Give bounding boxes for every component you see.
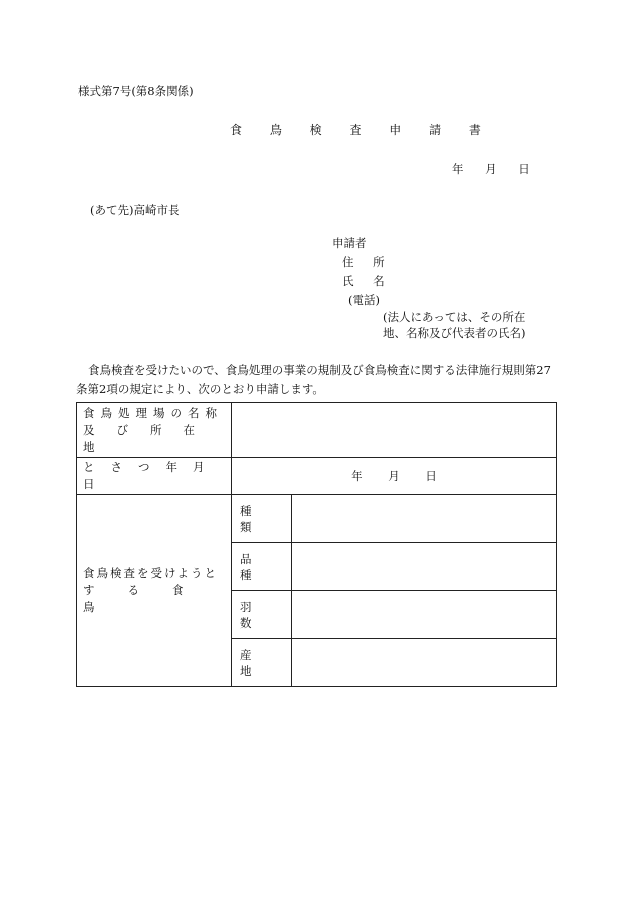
origin-input-cell[interactable] bbox=[292, 639, 557, 687]
sub-label-cell bbox=[232, 591, 292, 639]
sub-label-cell bbox=[232, 543, 292, 591]
address-label: 住 所 bbox=[342, 255, 393, 269]
applicant-label: 申請者 bbox=[332, 236, 367, 250]
slaughter-date-label: とさつ年月日 bbox=[83, 460, 221, 491]
facility-label-cell bbox=[77, 403, 232, 458]
breed-label: 品種 bbox=[240, 551, 270, 582]
phone-label: (電話) bbox=[348, 293, 380, 307]
type-input-cell[interactable] bbox=[292, 495, 557, 543]
bird-label-line-1: 食鳥検査を受けようと bbox=[83, 566, 218, 580]
name-label: 氏 名 bbox=[342, 274, 393, 288]
addressee: (あて先)高崎市長 bbox=[90, 203, 180, 217]
sub-label-cell bbox=[232, 495, 292, 543]
sub-label-cell bbox=[232, 639, 292, 687]
origin-label: 産地 bbox=[240, 647, 270, 678]
table-row bbox=[77, 458, 557, 495]
table-row bbox=[77, 495, 557, 543]
document-title: 食 鳥 検 査 申 請 書 bbox=[230, 123, 493, 137]
type-label: 種類 bbox=[240, 503, 270, 534]
bird-label-cell bbox=[77, 495, 232, 687]
facility-label-line-2: 及び所在地 bbox=[83, 422, 217, 454]
facility-label-line-1: 食鳥処理場の名称 bbox=[83, 405, 223, 420]
breed-input-cell[interactable] bbox=[292, 543, 557, 591]
facility-input-cell[interactable] bbox=[232, 403, 557, 458]
corporation-note-line-1: (法人にあっては、その所在 bbox=[383, 310, 526, 324]
corporation-note-line-2: 地、名称及び代表者の氏名) bbox=[383, 326, 526, 340]
application-table bbox=[76, 402, 557, 687]
application-statement: 食鳥検査を受けたいので、食鳥処理の事業の規制及び食鳥検査に関する法律施行規則第27条第2項の規定により、次のとおり申請します。 bbox=[76, 363, 551, 396]
count-label: 羽数 bbox=[240, 599, 270, 630]
slaughter-date-label-cell bbox=[77, 458, 232, 495]
table-row bbox=[77, 403, 557, 458]
application-date: 年 月 日 bbox=[452, 162, 530, 176]
count-input-cell[interactable] bbox=[292, 591, 557, 639]
slaughter-date-value[interactable]: 年 月 日 bbox=[232, 458, 557, 495]
bird-label-line-2: する食鳥 bbox=[83, 583, 217, 614]
form-number-label: 様式第7号(第8条関係) bbox=[78, 84, 194, 98]
